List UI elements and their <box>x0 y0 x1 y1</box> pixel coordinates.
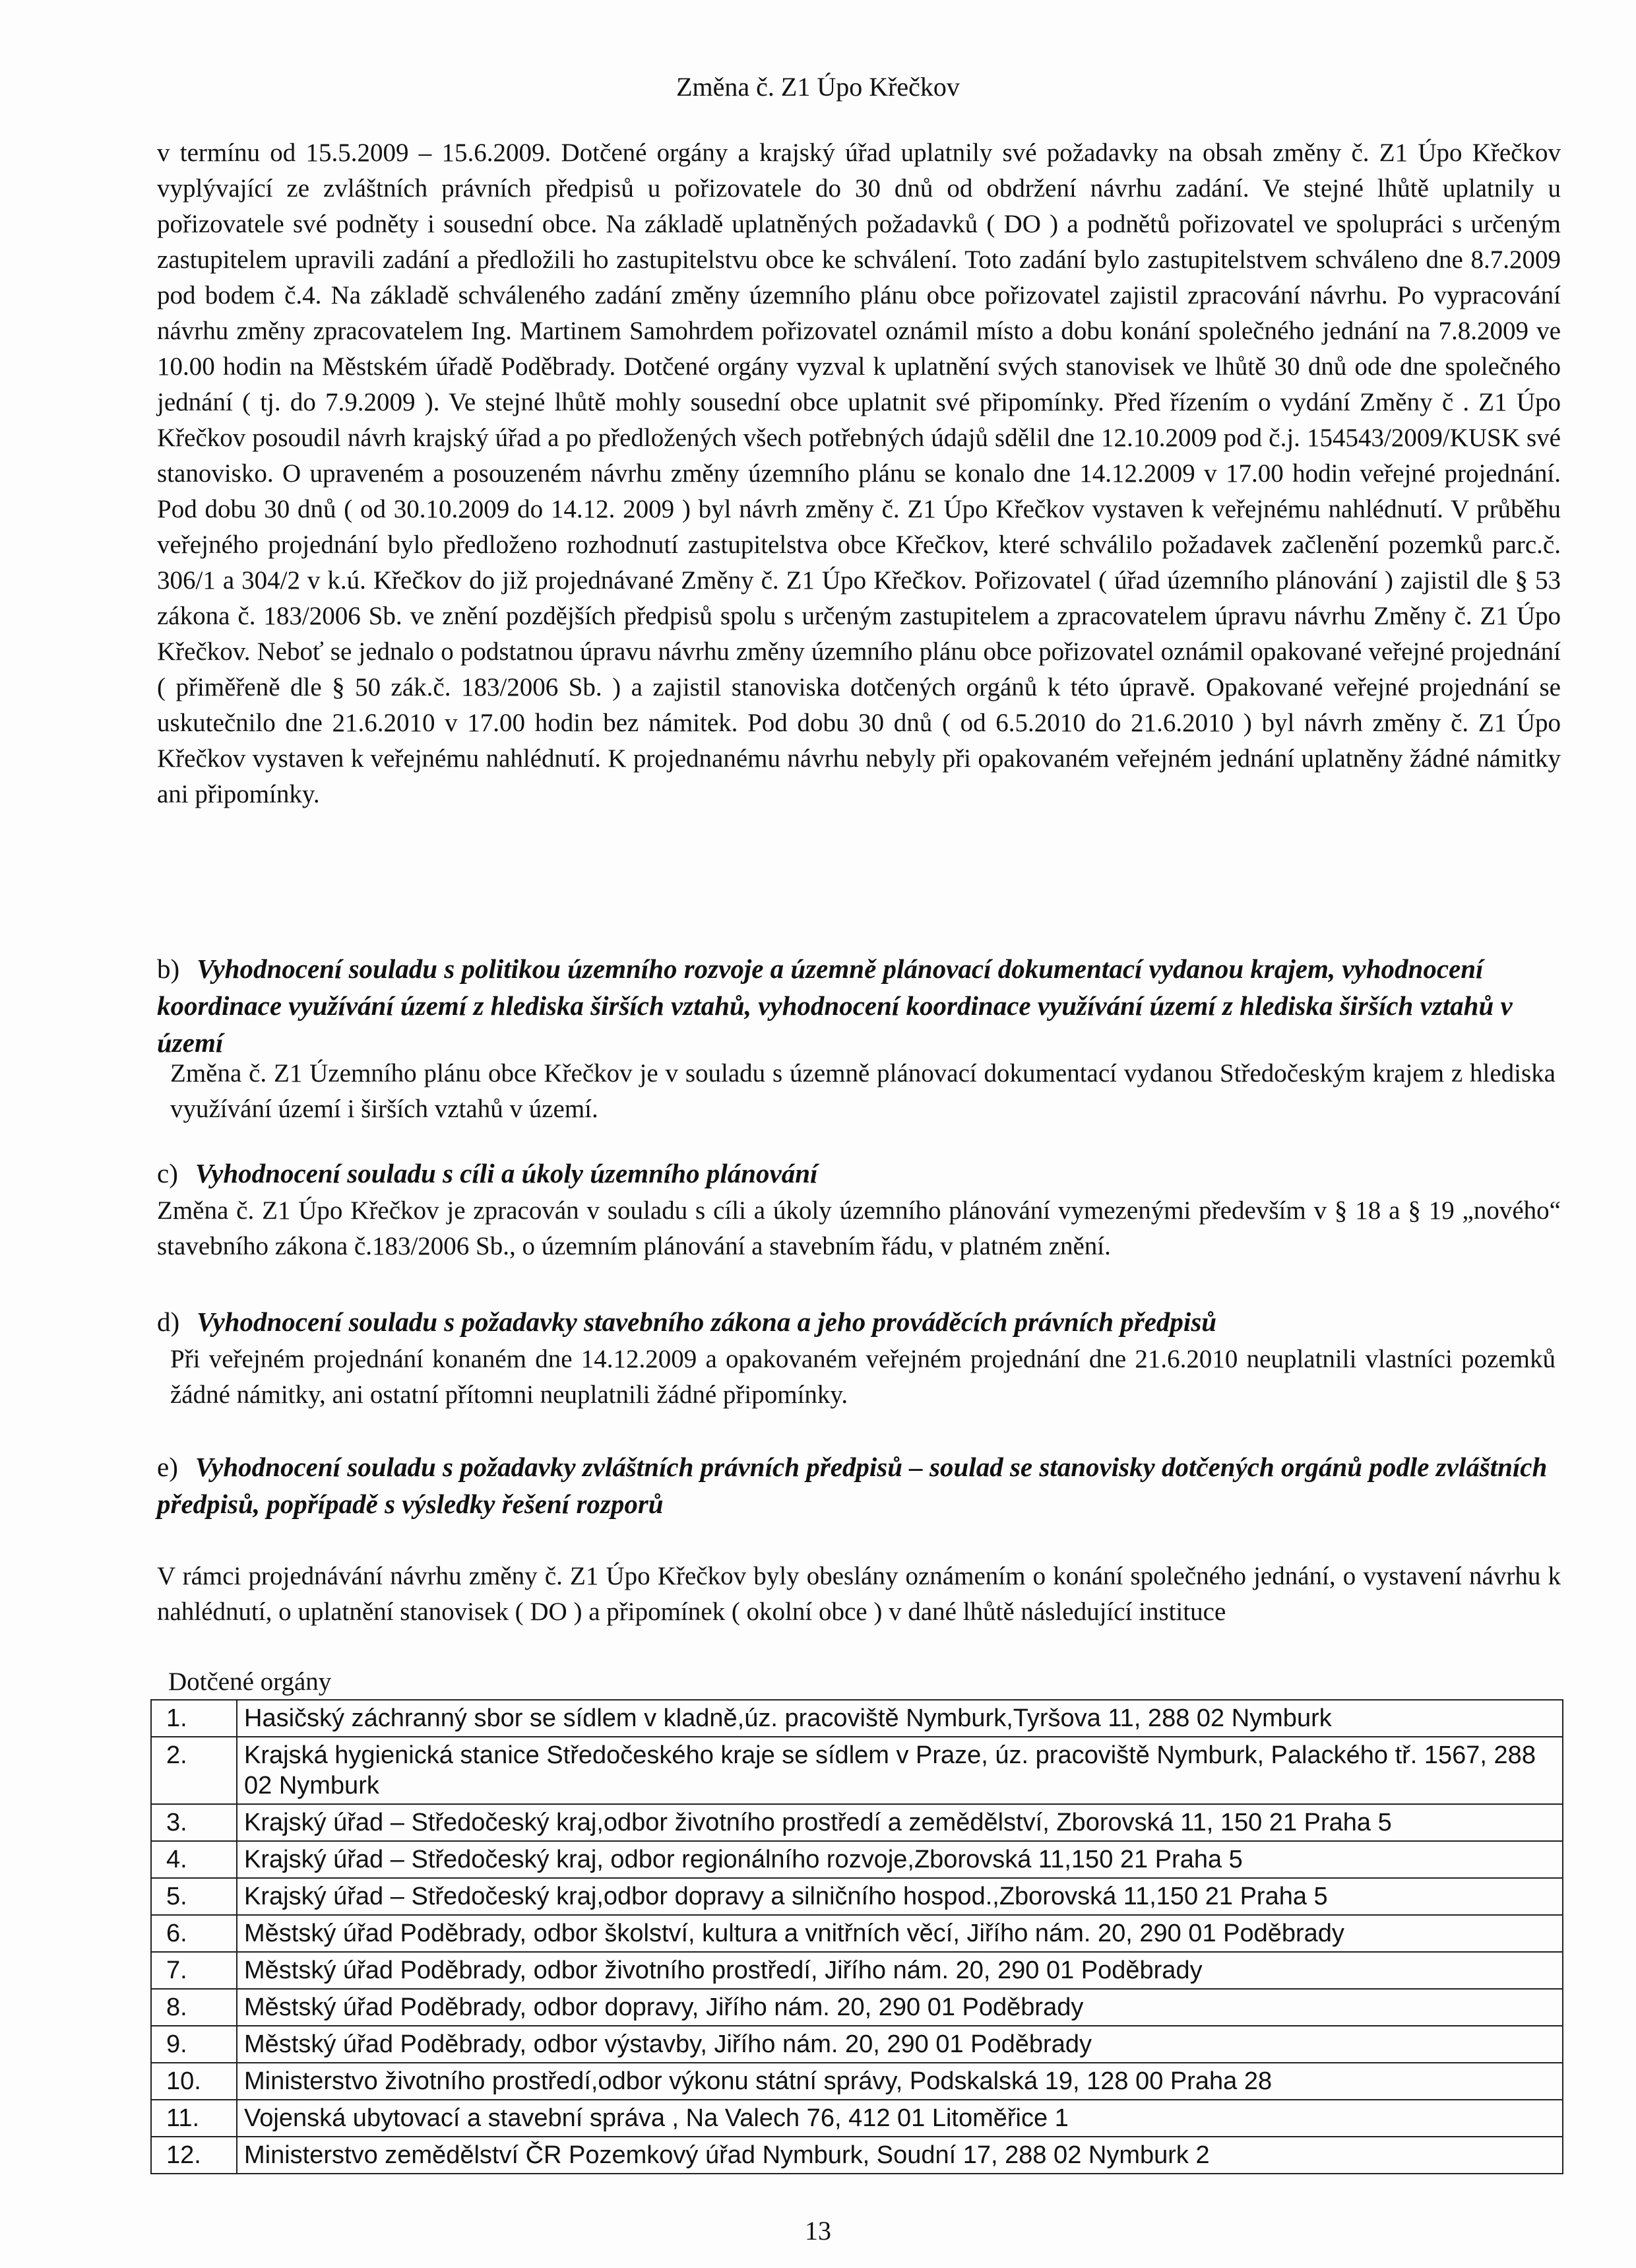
row-number: 7. <box>151 1952 237 1989</box>
row-institution: Městský úřad Poděbrady, odbor dopravy, Jiřího nám. 20, 290 01 Poděbrady <box>237 1989 1563 2026</box>
table-row <box>151 1952 1563 1989</box>
row-institution: Krajská hygienická stanice Středočeského kraje se sídlem v Praze, úz. pracoviště Nymburk, Palackého tř. 1567, 288 02 Nymburk <box>237 1737 1563 1804</box>
section-e-text: V rámci projednávání návrhu změny č. Z1 Úpo Křečkov byly obeslány oznámením o konání společného jednání, o vystavení návrhu k nahlédnutí, o uplatnění stanovisek ( DO ) a připomínek ( okolní obce ) v dané lhůtě následující instituce <box>157 1562 1561 1626</box>
section-b-letter: b) <box>157 954 180 984</box>
table-row <box>151 2063 1563 2100</box>
section-c-text: Změna č. Z1 Úpo Křečkov je zpracován v souladu s cíli a úkoly územního plánování vymezenými především v § 18 a § 19 „nového“ stavebního zákona č.183/2006 Sb., o územním plánování a stavebním řádu, v platném znění. <box>157 1196 1561 1260</box>
table-row <box>151 1989 1563 2026</box>
row-institution: Městský úřad Poděbrady, odbor výstavby, Jiřího nám. 20, 290 01 Poděbrady <box>237 2026 1563 2063</box>
row-number: 2. <box>151 1737 237 1804</box>
section-c-title: Vyhodnocení souladu s cíli a úkoly územního plánování <box>195 1158 818 1188</box>
row-institution: Ministerstvo zemědělství ČR Pozemkový úřad Nymburk, Soudní 17, 288 02 Nymburk 2 <box>237 2137 1563 2174</box>
row-institution: Krajský úřad – Středočeský kraj, odbor regionálního rozvoje,Zborovská 11,150 21 Praha 5 <box>237 1841 1563 1878</box>
table-row <box>151 1915 1563 1952</box>
section-e-title: Vyhodnocení souladu s požadavky zvláštních právních předpisů – soulad se stanovisky dotčených orgánů podle zvláštních předpisů, popřípadě s výsledky řešení rozporů <box>157 1452 1548 1519</box>
row-number: 10. <box>151 2063 237 2100</box>
row-number: 6. <box>151 1915 237 1952</box>
section-b-title: Vyhodnocení souladu s politikou územního rozvoje a územně plánovací dokumentací vydanou krajem, vyhodnocení koordinace využívání území z hlediska širších vztahů, vyhodnocení koordinace využívání území z hlediska širších vztahů v území <box>157 954 1513 1058</box>
section-d-title: Vyhodnocení souladu s požadavky stavebního zákona a jeho prováděcích právních předpisů <box>197 1307 1217 1337</box>
table-row <box>151 2026 1563 2063</box>
table-caption: Dotčené orgány <box>168 1668 332 1696</box>
table-row <box>151 1804 1563 1841</box>
page-number: 13 <box>805 2216 831 2246</box>
section-c-letter: c) <box>157 1158 178 1188</box>
row-number: 8. <box>151 1989 237 2026</box>
row-institution: Krajský úřad – Středočeský kraj,odbor dopravy a silničního hospod.,Zborovská 11,150 21 Praha 5 <box>237 1878 1563 1915</box>
section-e-letter: e) <box>157 1452 178 1482</box>
row-number: 3. <box>151 1804 237 1841</box>
table-row <box>151 1878 1563 1915</box>
row-number: 1. <box>151 1700 237 1737</box>
row-institution: Ministerstvo životního prostředí,odbor výkonu státní správy, Podskalská 19, 128 00 Praha 28 <box>237 2063 1563 2100</box>
table-row <box>151 2137 1563 2174</box>
row-number: 5. <box>151 1878 237 1915</box>
row-institution: Městský úřad Poděbrady, odbor školství, kultura a vnitřních věcí, Jiřího nám. 20, 290 01 Poděbrady <box>237 1915 1563 1952</box>
section-e-heading <box>157 1448 1561 1522</box>
row-number: 4. <box>151 1841 237 1878</box>
page-header: Změna č. Z1 Úpo Křečkov <box>676 72 960 102</box>
section-c-heading <box>157 1155 1561 1192</box>
table-row <box>151 1737 1563 1804</box>
row-institution: Vojenská ubytovací a stavební správa , Na Valech 76, 412 01 Litoměřice 1 <box>237 2100 1563 2137</box>
table-row <box>151 2100 1563 2137</box>
institutions-table <box>150 1699 1563 2174</box>
row-number: 9. <box>151 2026 237 2063</box>
row-institution: Hasičský záchranný sbor se sídlem v kladně,úz. pracoviště Nymburk,Tyršova 11, 288 02 Nymburk <box>237 1700 1563 1737</box>
row-institution: Krajský úřad – Středočeský kraj,odbor životního prostředí a zemědělství, Zborovská 11, 150 21 Praha 5 <box>237 1804 1563 1841</box>
table-row <box>151 1700 1563 1737</box>
section-b-heading <box>157 950 1561 1061</box>
row-number: 12. <box>151 2137 237 2174</box>
section-b-text: Změna č. Z1 Územního plánu obce Křečkov je v souladu s územně plánovací dokumentací vydanou Středočeským krajem z hlediska využívání území i širších vztahů v území. <box>170 1059 1556 1123</box>
section-d-heading <box>157 1303 1561 1340</box>
intro-paragraph: v termínu od 15.5.2009 – 15.6.2009. Dotčené orgány a krajský úřad uplatnily své požadavky na obsah změny č. Z1 Úpo Křečkov vyplývající ze zvláštních právních předpisů u pořizovatele do 30 dnů od obdržení návrhu zadání. Ve stejné lhůtě uplatnily u pořizovatele své podněty i sousední obce. Na základě uplatněných požadavků ( DO ) a podnětů pořizovatel ve spolupráci s určeným zastupitelem upravili zadání a předložili ho zastupitelstvu obce ke schválení. Toto zadání bylo zastupitelstvem schváleno dne 8.7.2009 pod bodem č.4. Na základě schváleného zadání změny územního plánu obce pořizovatel zajistil zpracování návrhu. Po vypracování návrhu změny zpracovatelem Ing. Martinem Samohrdem pořizovatel oznámil místo a dobu konání společného jednání na 7.8.2009 ve 10.00 hodin na Městském úřadě Poděbrady. Dotčené orgány vyzval k uplatnění svých stanovisek ve lhůtě 30 dnů ode dne společného jednání ( tj. do 7.9.2009 ). Ve stejné lhůtě mohly sousední obce uplatnit své připomínky. Před řízením o vydání Změny č . Z1 Úpo Křečkov posoudil návrh krajský úřad a po předložených všech potřebných údajů sdělil dne 12.10.2009 pod č.j. 154543/2009/KUSK své stanovisko. O upraveném a posouzeném návrhu změny územního plánu se konalo dne 14.12.2009 v 17.00 hodin veřejné projednání. Pod dobu 30 dnů ( od 30.10.2009 do 14.12. 2009 ) byl návrh změny č. Z1 Úpo Křečkov vystaven k veřejnému nahlédnutí. V průběhu veřejného projednání bylo předloženo rozhodnutí zastupitelstva obce Křečkov, které schválilo požadavek začlenění pozemků parc.č. 306/1 a 304/2 v k.ú. Křečkov do již projednávané Změny č. Z1 Úpo Křečkov. Pořizovatel ( úřad územního plánování ) zajistil dle § 53 zákona č. 183/2006 Sb. ve znění pozdějších předpisů spolu s určeným zastupitelem a zpracovatelem úpravu návrhu Změny č. Z1 Úpo Křečkov. Neboť se jednalo o podstatnou úpravu návrhu změny územního plánu obce pořizovatel oznámil opakované veřejné projednání ( přiměřeně dle § 50 zák.č. 183/2006 Sb. ) a zajistil stanoviska dotčených orgánů k této úpravě. Opakované veřejné projednání se uskutečnilo dne 21.6.2010 v 17.00 hodin bez námitek. Pod dobu 30 dnů ( od 6.5.2010 do 21.6.2010 ) byl návrh změny č. Z1 Úpo Křečkov vystaven k veřejnému nahlédnutí. K projednanému návrhu nebyly při opakovaném veřejném jednání uplatněny žádné námitky ani připomínky. <box>157 139 1561 808</box>
row-number: 11. <box>151 2100 237 2137</box>
section-d-letter: d) <box>157 1307 180 1337</box>
section-d-text: Při veřejném projednání konaném dne 14.12.2009 a opakovaném veřejném projednání dne 21.6.2010 neuplatnili vlastníci pozemků žádné námitky, ani ostatní přítomni neuplatnili žádné připomínky. <box>170 1345 1556 1409</box>
table-row <box>151 1841 1563 1878</box>
row-institution: Městský úřad Poděbrady, odbor životního prostředí, Jiřího nám. 20, 290 01 Poděbrady <box>237 1952 1563 1989</box>
